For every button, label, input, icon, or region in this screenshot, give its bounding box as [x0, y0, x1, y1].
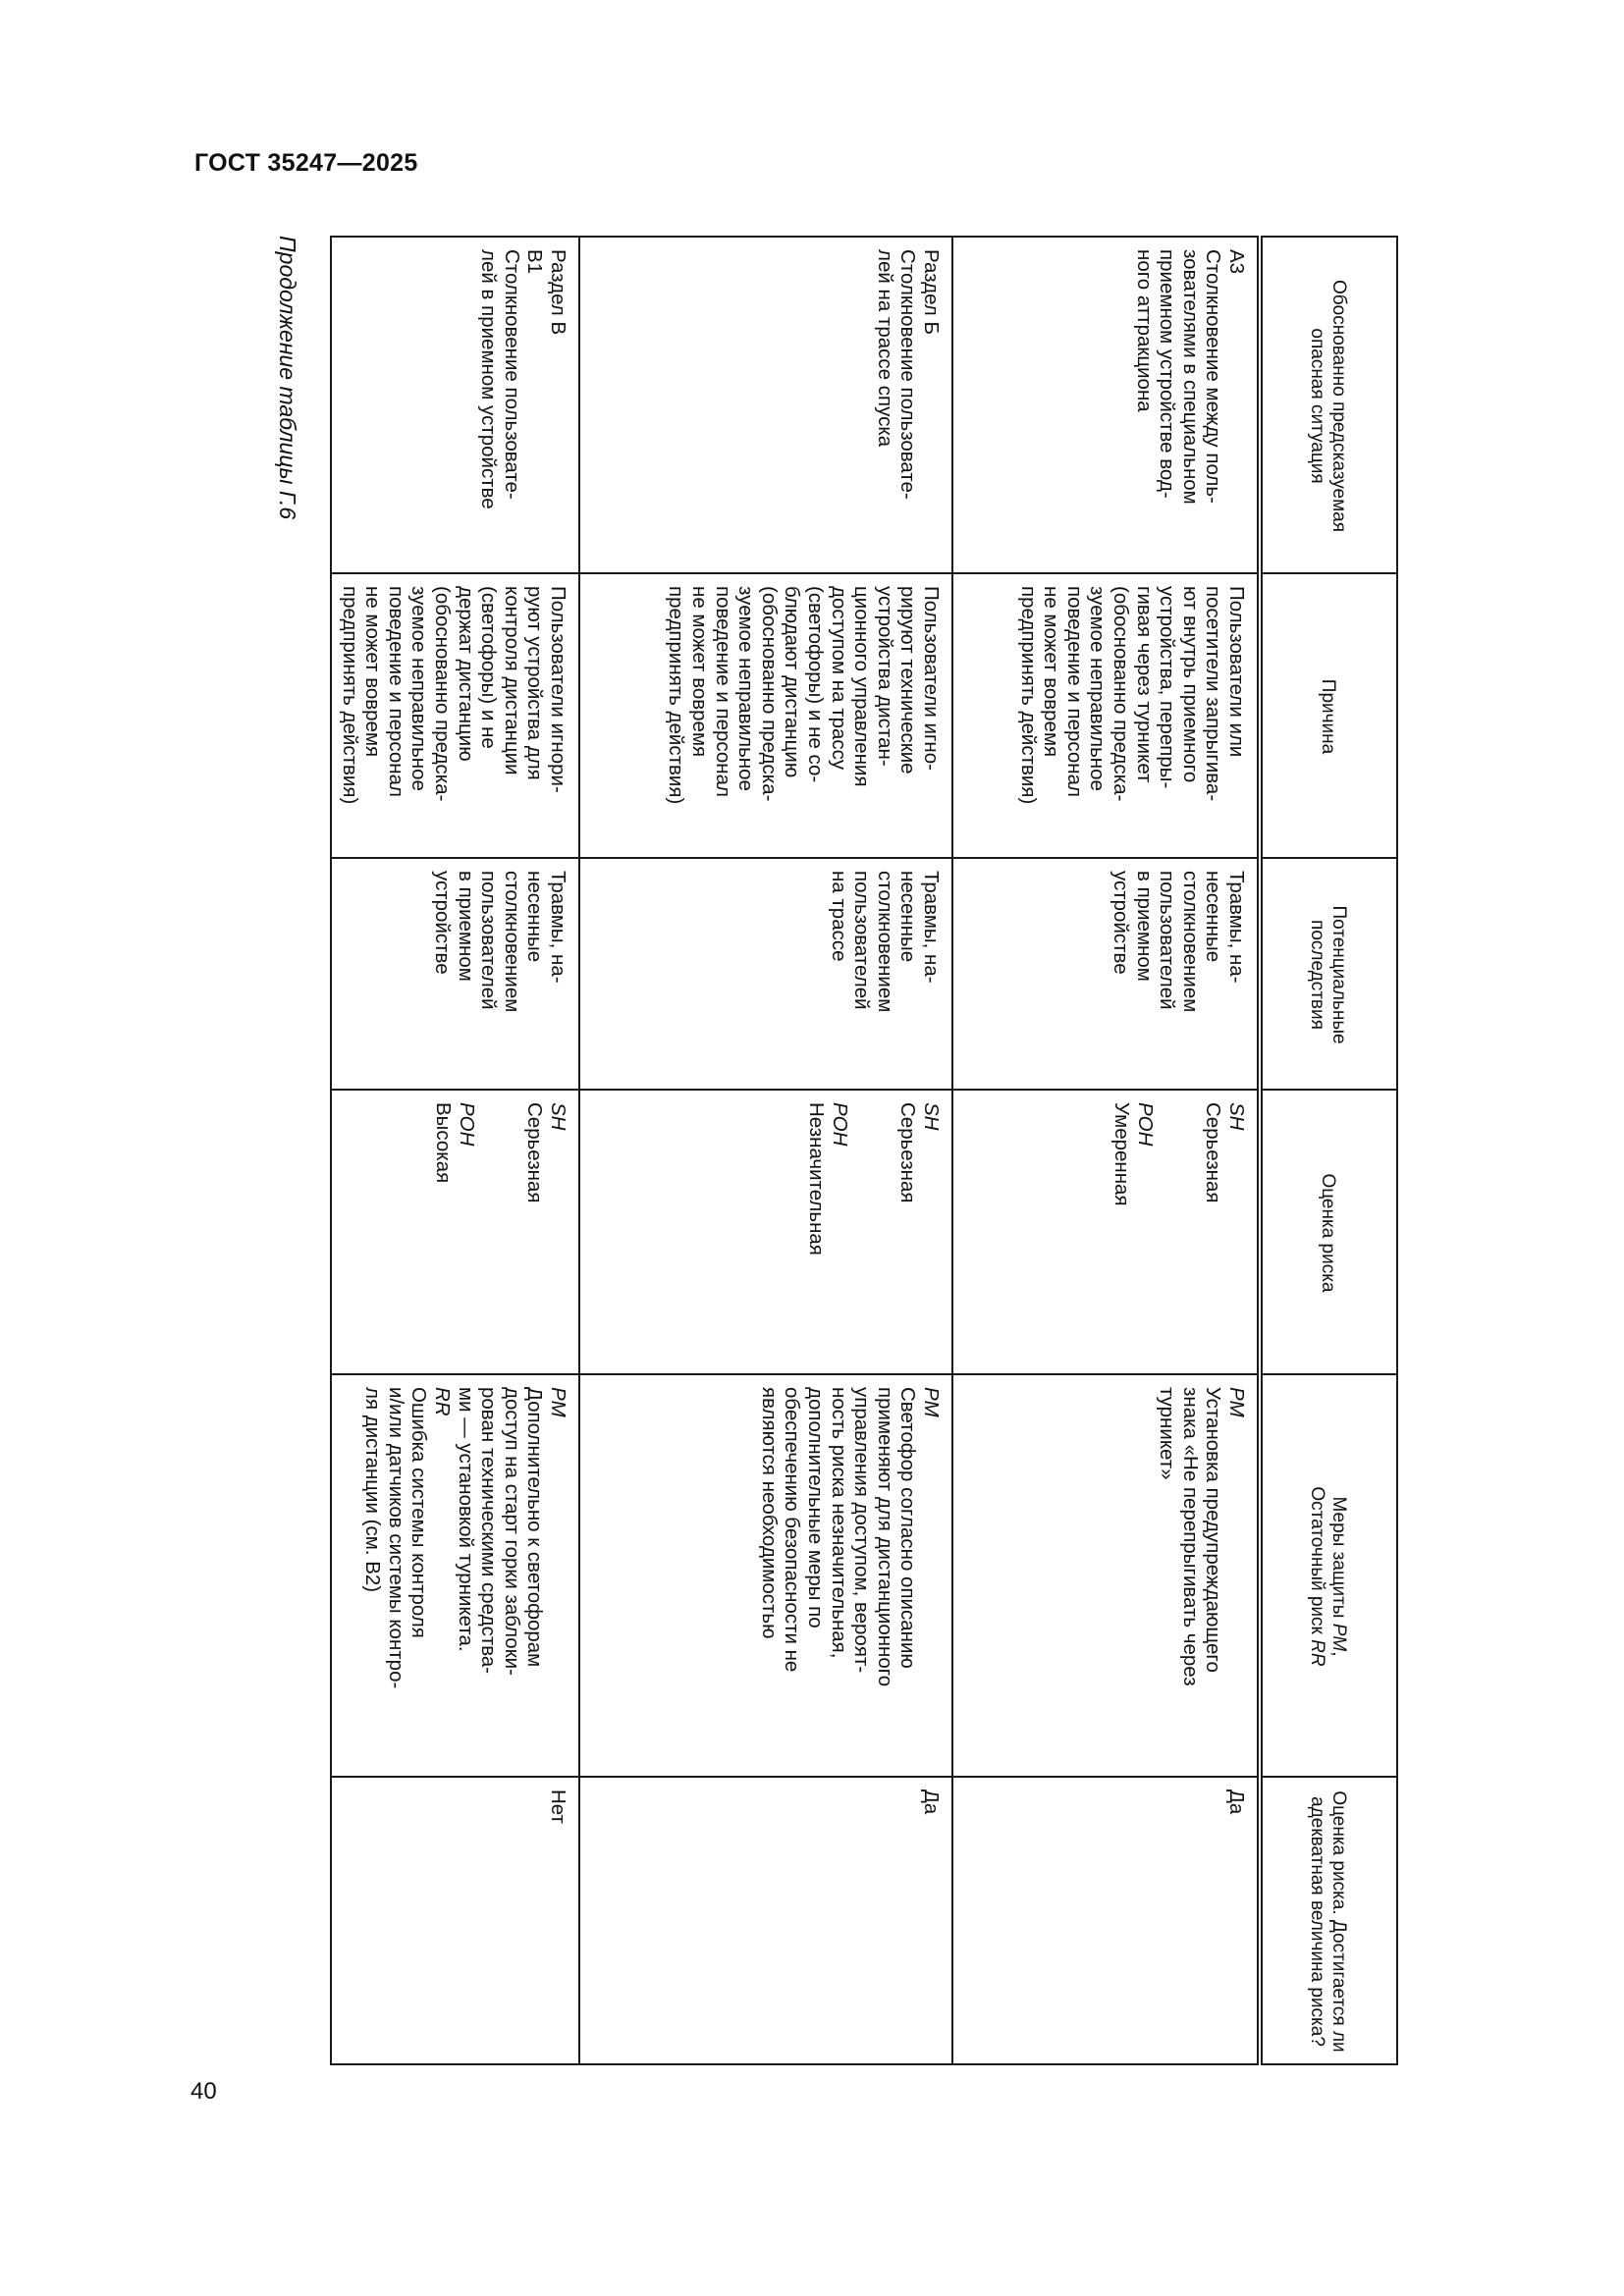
consequences-line: устройстве: [431, 871, 455, 975]
cause-line: Пользователи игнори-: [547, 586, 569, 793]
cause-line: Пользователи или: [1225, 586, 1248, 758]
risk-assessment-cell: [331, 1090, 579, 1374]
protective-measures-label: PM: [1225, 1387, 1248, 1417]
cause-line: предпринять действия): [665, 586, 688, 805]
abbr-pm: PM: [1328, 1623, 1350, 1652]
cause-line: ционного управления: [850, 586, 874, 787]
cause-cell: [579, 573, 952, 858]
probability-value: Высокая: [432, 1102, 456, 1184]
consequences-cell: [331, 858, 579, 1090]
consequences-line: Травмы, на-: [920, 871, 943, 984]
situation-line: Столкновение между поль-: [1202, 249, 1225, 504]
residual-risk-label: RR: [431, 1387, 455, 1416]
severity-label: SH: [1225, 1102, 1248, 1131]
abbr-rr: RR: [1307, 1639, 1328, 1667]
measures-line: рован техническими средства-: [477, 1387, 501, 1675]
consequences-line: устройстве: [1110, 871, 1133, 975]
measures-line: Светофор согласно описанию: [896, 1387, 920, 1669]
consequences-line: несенные: [1202, 871, 1225, 963]
probability-value: Умеренная: [1110, 1102, 1134, 1206]
adequate-risk-cell: [579, 1777, 952, 2064]
column-header-measures: Меры защиты PM, Остаточный риск RR: [1260, 1374, 1397, 1777]
consequences-line: в приемном: [1132, 871, 1156, 982]
measures-line: ность риска незначительная,: [827, 1387, 850, 1659]
cause-line: ют внутрь приемного: [1178, 586, 1202, 783]
cause-line: устройства дистан-: [873, 586, 896, 767]
cause-line: (обоснованно предска-: [757, 586, 781, 802]
situation-line: ного аттракциона: [1132, 249, 1156, 412]
situation-line: зователями в специальном: [1178, 249, 1202, 505]
adequate-risk-value: Нет: [547, 1789, 569, 1824]
consequences-line: пользователей: [477, 871, 501, 1010]
cause-line: (обоснованно предска-: [1110, 586, 1133, 802]
rotated-table-area: [257, 236, 1398, 2063]
probability-label: POH: [455, 1102, 478, 1147]
adequate-risk-value: Да: [920, 1789, 943, 1815]
cause-line: поведение и персонал: [711, 586, 734, 797]
situation-cell: [579, 237, 952, 573]
consequences-line: столкновением: [873, 871, 896, 1013]
column-header-risk-assessment: Оценка риска: [1260, 1090, 1397, 1374]
consequences-line: столкновением: [1178, 871, 1202, 1013]
table-header-row: [1260, 237, 1397, 2064]
measures-line: Установка предупреждающего: [1202, 1387, 1225, 1673]
cause-line: доступом на трассу: [827, 586, 850, 771]
situation-cell: [952, 237, 1260, 573]
consequences-line: столкновением: [500, 871, 523, 1013]
table-row: [952, 237, 1260, 2064]
table-row: [579, 237, 952, 2064]
cause-line: (светофоры) и не со-: [804, 586, 828, 783]
measures-line: Дополнительно к светофорам: [523, 1387, 547, 1668]
spacer: [1157, 1102, 1202, 1363]
cause-line: предпринять действия): [338, 586, 361, 805]
column-header-consequences: Потенциальные последствия: [1260, 858, 1397, 1090]
table-frame: [333, 236, 1398, 2063]
consequences-line: в приемном: [454, 871, 477, 982]
severity-label: SH: [547, 1102, 569, 1131]
situation-cell: [331, 237, 579, 573]
table-row: [331, 237, 579, 2064]
situation-line: Раздел Б: [920, 249, 943, 335]
document-header: ГОСТ 35247—2025: [194, 149, 418, 177]
severity-label: SH: [920, 1102, 943, 1131]
situation-line: лей в приемном устройстве: [477, 249, 501, 509]
column-header-cause: Причина: [1260, 573, 1397, 858]
measures-line: доступ на старт горки заблоки-: [500, 1387, 523, 1676]
cause-line: Пользователи игно-: [920, 586, 943, 771]
severity-value: Серьезная: [896, 1102, 920, 1203]
consequences-line: пользователей: [850, 871, 874, 1010]
situation-line: Столкновение пользовате-: [500, 249, 523, 500]
cause-line: не может вовремя: [688, 586, 712, 758]
measures-line: знака «Не перепрыгивать через: [1178, 1387, 1202, 1686]
spacer: [478, 1102, 523, 1363]
measures-line: являются необходимостью: [757, 1387, 781, 1639]
risk-table: [330, 236, 1398, 2065]
consequences-cell: [579, 858, 952, 1090]
consequences-line: несенные: [523, 871, 547, 963]
adequate-risk-cell: [331, 1777, 579, 2064]
measures-cell: [952, 1374, 1260, 1777]
severity-value: Серьезная: [523, 1102, 547, 1203]
cause-line: контроля дистанции: [500, 586, 523, 775]
cause-line: зуемое неправильное: [1086, 586, 1110, 791]
consequences-line: Травмы, на-: [1225, 871, 1248, 984]
spacer: [851, 1102, 896, 1363]
measures-line: обеспечению безопасности не: [781, 1387, 804, 1673]
cause-line: зуемое неправильное: [734, 586, 758, 791]
cause-line: руют устройства для: [523, 586, 547, 780]
adequate-risk-cell: [952, 1777, 1260, 2064]
measures-cell: [331, 1374, 579, 1777]
measures-line: турникет»: [1156, 1387, 1179, 1480]
situation-line: В1: [523, 249, 547, 275]
protective-measures-label: PM: [547, 1387, 569, 1417]
cause-cell: [331, 573, 579, 858]
situation-line: лей на трассе спуска: [873, 249, 896, 448]
cause-line: гивая через турникет: [1132, 586, 1156, 783]
cause-line: держат дистанцию: [454, 586, 477, 762]
measures-line: управления доступом, вероят-: [850, 1387, 874, 1674]
cause-line: предпринять действия): [1016, 586, 1040, 805]
probability-label: POH: [828, 1102, 851, 1147]
table-continuation-caption: Продолжение таблицы Г.6: [275, 236, 300, 520]
cause-line: (обоснованно предска-: [431, 586, 455, 802]
situation-line: приемном устройстве вод-: [1156, 249, 1179, 499]
consequences-cell: [952, 858, 1260, 1090]
probability-value: Незначительная: [805, 1102, 829, 1255]
column-header-situation: Обоснованно предсказуемая опасная ситуация: [1260, 237, 1397, 573]
table-body: [331, 237, 1260, 2064]
consequences-line: Травмы, на-: [547, 871, 569, 984]
measures-line: дополнительные меры по: [804, 1387, 828, 1629]
cause-line: посетители запрыгива-: [1202, 586, 1225, 802]
measures-line: применяют для дистанционного: [873, 1387, 896, 1687]
cause-line: (светофоры) и не: [477, 586, 501, 749]
risk-assessment-cell: [579, 1090, 952, 1374]
residual-risk-line: и/или датчиков системы контро-: [384, 1387, 407, 1689]
situation-line: Раздел В: [547, 249, 569, 336]
situation-line: Столкновение пользовате-: [896, 249, 920, 500]
protective-measures-label: PM: [920, 1387, 943, 1417]
cause-line: зуемое неправильное: [407, 586, 431, 791]
residual-risk-line: ля дистанции (см. В2): [361, 1387, 385, 1593]
column-header-adequate-risk: Оценка риска. Достигается ли адекватная величина риска?: [1260, 1777, 1397, 2064]
cause-line: рируют технические: [896, 586, 920, 774]
probability-label: POH: [1133, 1102, 1157, 1147]
consequences-line: пользователей: [1156, 871, 1179, 1010]
page-number: 40: [190, 2078, 217, 2105]
cause-line: поведение и персонал: [1062, 586, 1086, 797]
cause-line: блюдают дистанцию: [781, 586, 804, 778]
measures-cell: [579, 1374, 952, 1777]
risk-assessment-cell: [952, 1090, 1260, 1374]
measures-line: ми — установкой турникета.: [454, 1387, 477, 1652]
situation-line: А3: [1225, 249, 1248, 275]
cause-line: поведение и персонал: [384, 586, 407, 797]
cause-cell: [952, 573, 1260, 858]
cause-line: устройства, перепры-: [1156, 586, 1179, 789]
adequate-risk-value: Да: [1225, 1789, 1248, 1815]
consequences-line: несенные: [896, 871, 920, 963]
consequences-line: на трассе: [827, 871, 850, 962]
cause-line: не может вовремя: [1040, 586, 1063, 758]
residual-risk-line: Ошибка системы контроля: [407, 1387, 431, 1638]
severity-value: Серьезная: [1202, 1102, 1225, 1203]
cause-line: не может вовремя: [361, 586, 385, 758]
